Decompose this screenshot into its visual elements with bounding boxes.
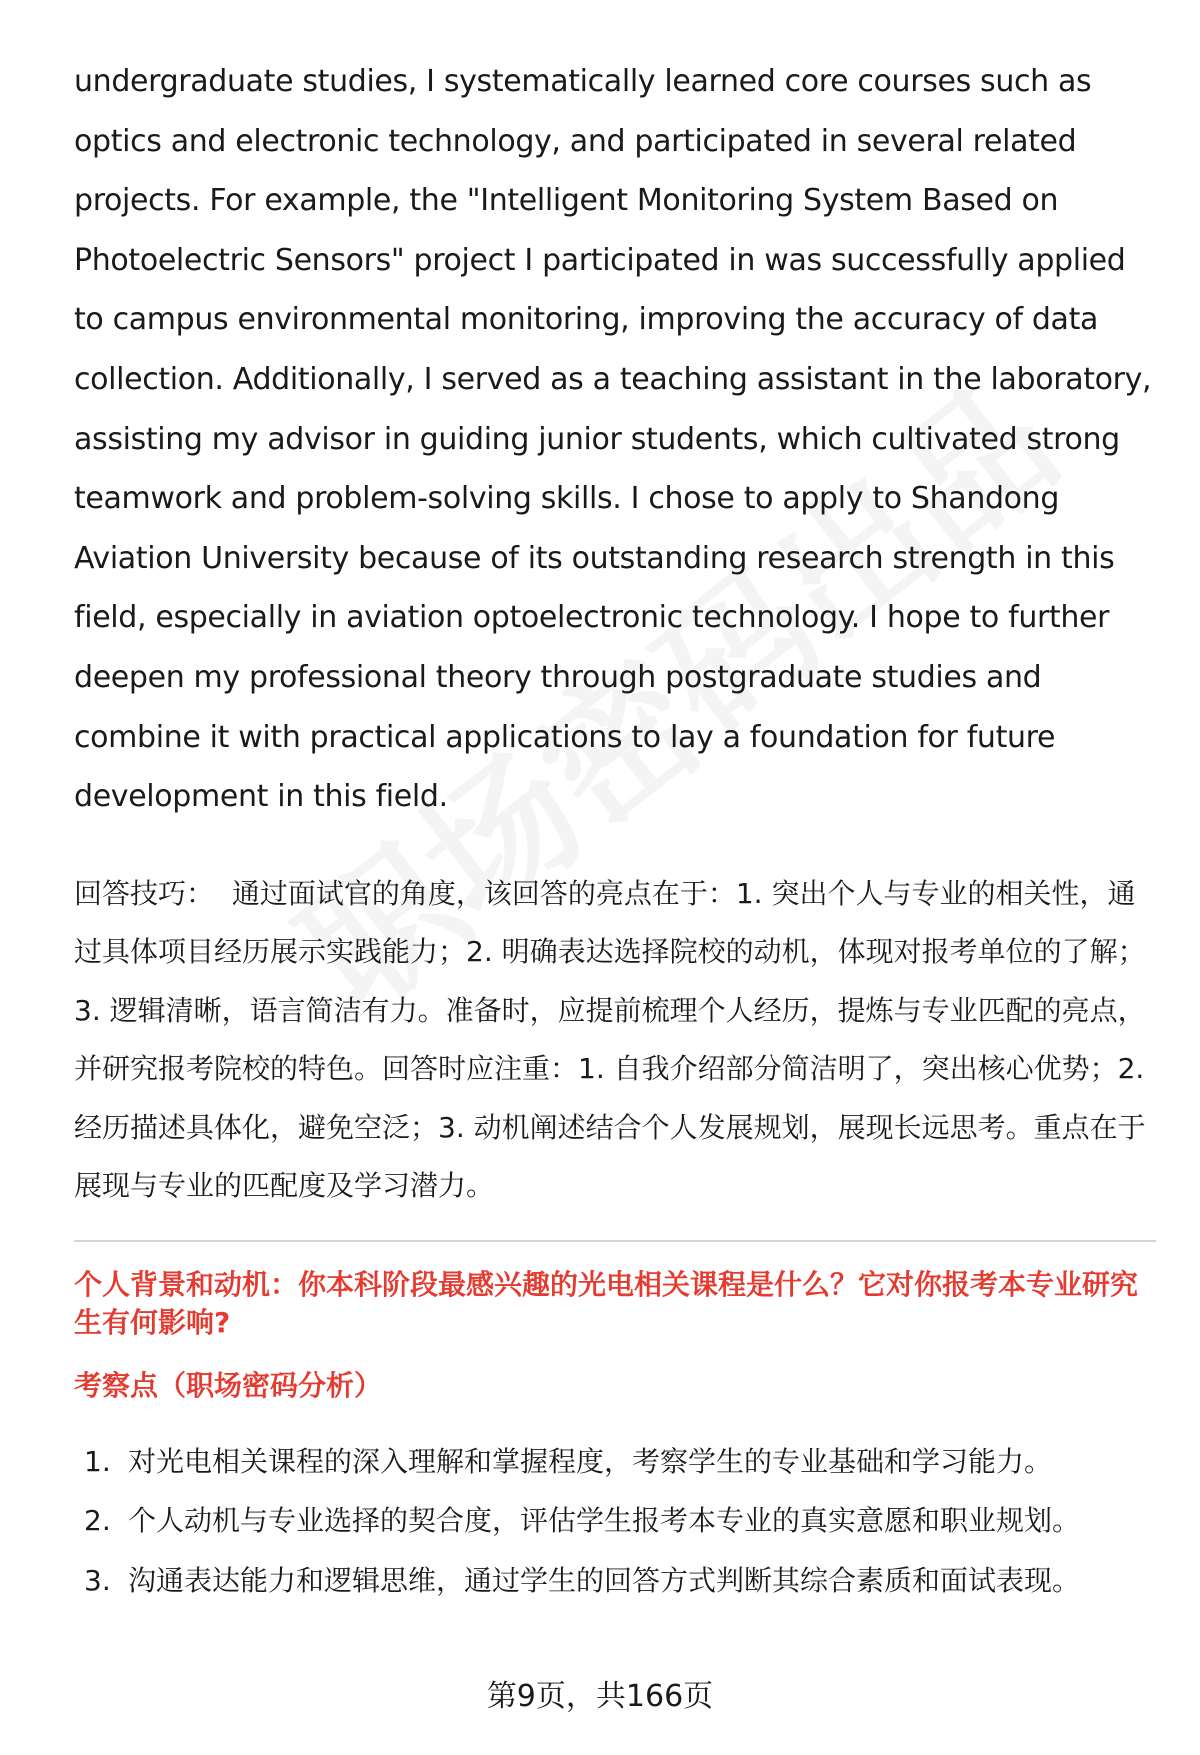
list-item <box>74 1432 1154 1492</box>
tips-text: 通过面试官的角度，该回答的亮点在于：1. 突出个人与专业的相关性，通过具体项目经历展示实践能力；2. 明确表达选择院校的动机，体现对报考单位的了解；3. 逻辑清晰，语言简洁有力。准备时，应提前梳理个人经历，提炼与专业匹配的亮点，并研究报考院校的特色。回答时应注重：1. 自我介绍部分简洁明了，突出核心优势；2. 经历描述具体化，避免空泛；3. 动机阐述结合个人发展规划，展现长远思考。重点在于展现与专业的匹配度及学习潜力。 <box>74 876 1146 1203</box>
list-item-text: 对光电相关课程的深入理解和掌握程度，考察学生的专业基础和学习能力。 <box>128 1444 1053 1478</box>
list-item <box>74 1491 1154 1551</box>
analysis-points-list <box>74 1432 1154 1611</box>
section-divider <box>74 1240 1156 1242</box>
analysis-section-title: 考察点（职场密码分析） <box>74 1368 383 1402</box>
list-item-text: 沟通表达能力和逻辑思维，通过学生的回答方式判断其综合素质和面试表现。 <box>128 1563 1081 1597</box>
list-item-text: 个人动机与专业选择的契合度，评估学生报考本专业的真实意愿和职业规划。 <box>128 1504 1081 1538</box>
tips-label: 回答技巧： <box>74 876 215 910</box>
list-item-number: 2. <box>84 1504 111 1538</box>
english-answer-paragraph: undergraduate studies, I systematically learned core courses such as optics and electronic technology, and participated in several related projects. For example, the "Intelligent Monitoring System Based on Photoelectric Sensors" project I participated in was successfully applied to campus environmental monitoring, improving the accuracy of data collection. Additionally, I served as a teaching assistant in the laboratory, assisting my advisor in guiding junior students, which cultivated strong teamwork and problem-solving skills. I chose to apply to Shandong Aviation University because of its outstanding research strength in this field, especially in aviation optoelectronic technology. I hope to further deepen my professional theory through postgraduate studies and combine it with practical applications to lay a foundation for future development in this field. <box>74 64 1152 815</box>
question-heading: 个人背景和动机：你本科阶段最感兴趣的光电相关课程是什么？它对你报考本专业研究生有何影响? <box>74 1267 1139 1339</box>
list-item-number: 3. <box>84 1563 111 1597</box>
document-page <box>74 52 1154 1610</box>
list-item <box>74 1551 1154 1611</box>
list-item-number: 1. <box>84 1444 111 1478</box>
page-number-footer: 第9页，共166页 <box>486 1679 714 1714</box>
answer-tips-paragraph <box>74 865 1154 1216</box>
